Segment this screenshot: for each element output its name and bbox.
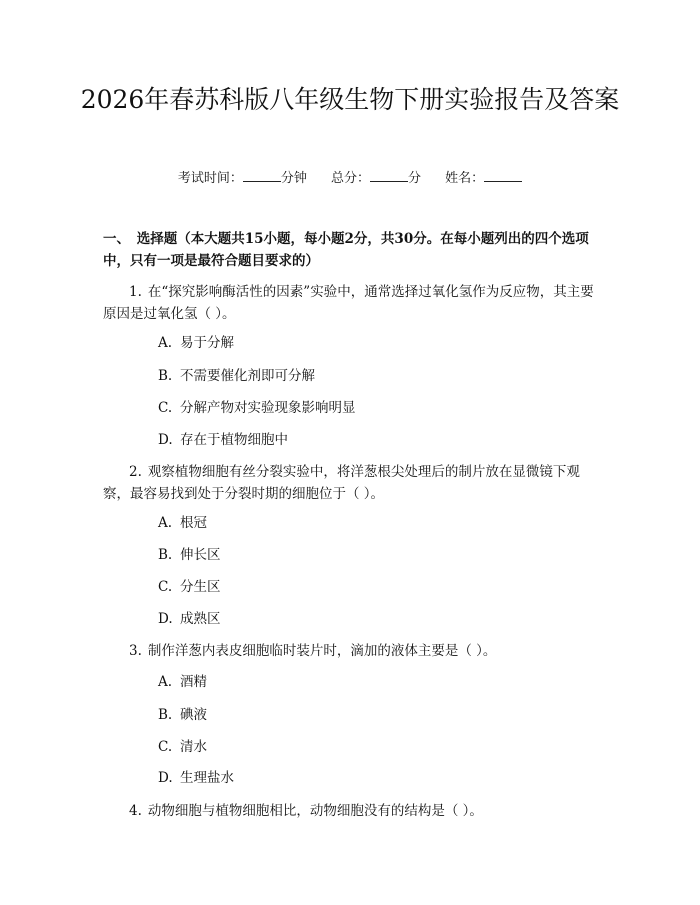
total-score bbox=[331, 168, 421, 189]
question-2-option-d bbox=[158, 609, 221, 629]
option-letter: C. bbox=[158, 579, 173, 595]
question-3 bbox=[103, 640, 603, 662]
question-1 bbox=[103, 281, 603, 325]
exam-time-label: 考试时间： bbox=[177, 171, 243, 186]
document-title: 2026年春苏科版八年级生物下册实验报告及答案 bbox=[80, 85, 620, 114]
exam-info-line bbox=[0, 168, 700, 189]
question-3-option-a bbox=[158, 672, 207, 692]
option-text: 易于分解 bbox=[180, 335, 234, 351]
question-number: 1. bbox=[129, 284, 142, 300]
question-2-option-a bbox=[158, 513, 207, 533]
option-text: 根冠 bbox=[180, 515, 207, 531]
question-number: 2. bbox=[129, 464, 142, 480]
question-3-option-c bbox=[158, 737, 207, 757]
question-2 bbox=[103, 461, 603, 505]
question-1-option-a bbox=[158, 333, 234, 353]
option-text: 分生区 bbox=[180, 579, 221, 595]
option-letter: A. bbox=[158, 515, 173, 531]
total-score-label: 总分： bbox=[330, 171, 370, 186]
section-heading: 一、 选择题（本大题共15小题，每小题2分，共30分。在每小题列出的四个选项中，只有一项是最符合题目要求的） bbox=[103, 231, 589, 269]
option-letter: D. bbox=[158, 611, 173, 627]
option-letter: C. bbox=[158, 739, 173, 755]
question-2-option-c bbox=[158, 577, 221, 597]
question-1-option-d bbox=[158, 430, 288, 450]
option-text: 清水 bbox=[180, 739, 207, 755]
option-letter: A. bbox=[158, 674, 173, 690]
option-text: 生理盐水 bbox=[180, 770, 234, 786]
question-1-option-b bbox=[158, 366, 315, 386]
question-number: 3. bbox=[129, 643, 142, 659]
option-letter: B. bbox=[158, 707, 173, 723]
question-text: 动物细胞与植物细胞相比，动物细胞没有的结构是（ ）。 bbox=[147, 803, 483, 819]
question-number: 4. bbox=[129, 803, 142, 819]
option-letter: C. bbox=[158, 400, 173, 416]
student-name bbox=[445, 168, 522, 189]
student-name-label: 姓名： bbox=[445, 171, 485, 186]
student-name-blank bbox=[484, 168, 522, 182]
question-text: 在“探究影响酶活性的因素”实验中，通常选择过氧化氢作为反应物，其主要原因是过氧化氢（ ）。 bbox=[103, 284, 594, 322]
option-text: 碘液 bbox=[180, 707, 207, 723]
total-score-blank bbox=[370, 168, 408, 182]
exam-time bbox=[178, 168, 307, 189]
question-2-option-b bbox=[158, 545, 221, 565]
option-text: 成熟区 bbox=[180, 611, 221, 627]
option-letter: B. bbox=[158, 368, 173, 384]
option-letter: B. bbox=[158, 547, 173, 563]
total-score-unit: 分 bbox=[408, 171, 422, 186]
option-text: 不需要催化剂即可分解 bbox=[180, 368, 315, 384]
question-4 bbox=[103, 800, 603, 822]
exam-time-unit: 分钟 bbox=[280, 171, 307, 186]
question-3-option-d bbox=[158, 768, 234, 788]
option-text: 酒精 bbox=[180, 674, 207, 690]
option-letter: A. bbox=[158, 335, 173, 351]
question-text: 制作洋葱内表皮细胞临时装片时，滴加的液体主要是（ ）。 bbox=[147, 643, 497, 659]
option-letter: D. bbox=[158, 432, 173, 448]
question-3-option-b bbox=[158, 705, 207, 725]
exam-time-blank bbox=[243, 168, 281, 182]
option-letter: D. bbox=[158, 770, 173, 786]
question-text: 观察植物细胞有丝分裂实验中，将洋葱根尖处理后的制片放在显微镜下观察，最容易找到处于分裂时期的细胞位于（ ）。 bbox=[103, 464, 580, 502]
option-text: 分解产物对实验现象影响明显 bbox=[180, 400, 356, 416]
question-1-option-c bbox=[158, 398, 356, 418]
option-text: 伸长区 bbox=[180, 547, 221, 563]
option-text: 存在于植物细胞中 bbox=[180, 432, 288, 448]
